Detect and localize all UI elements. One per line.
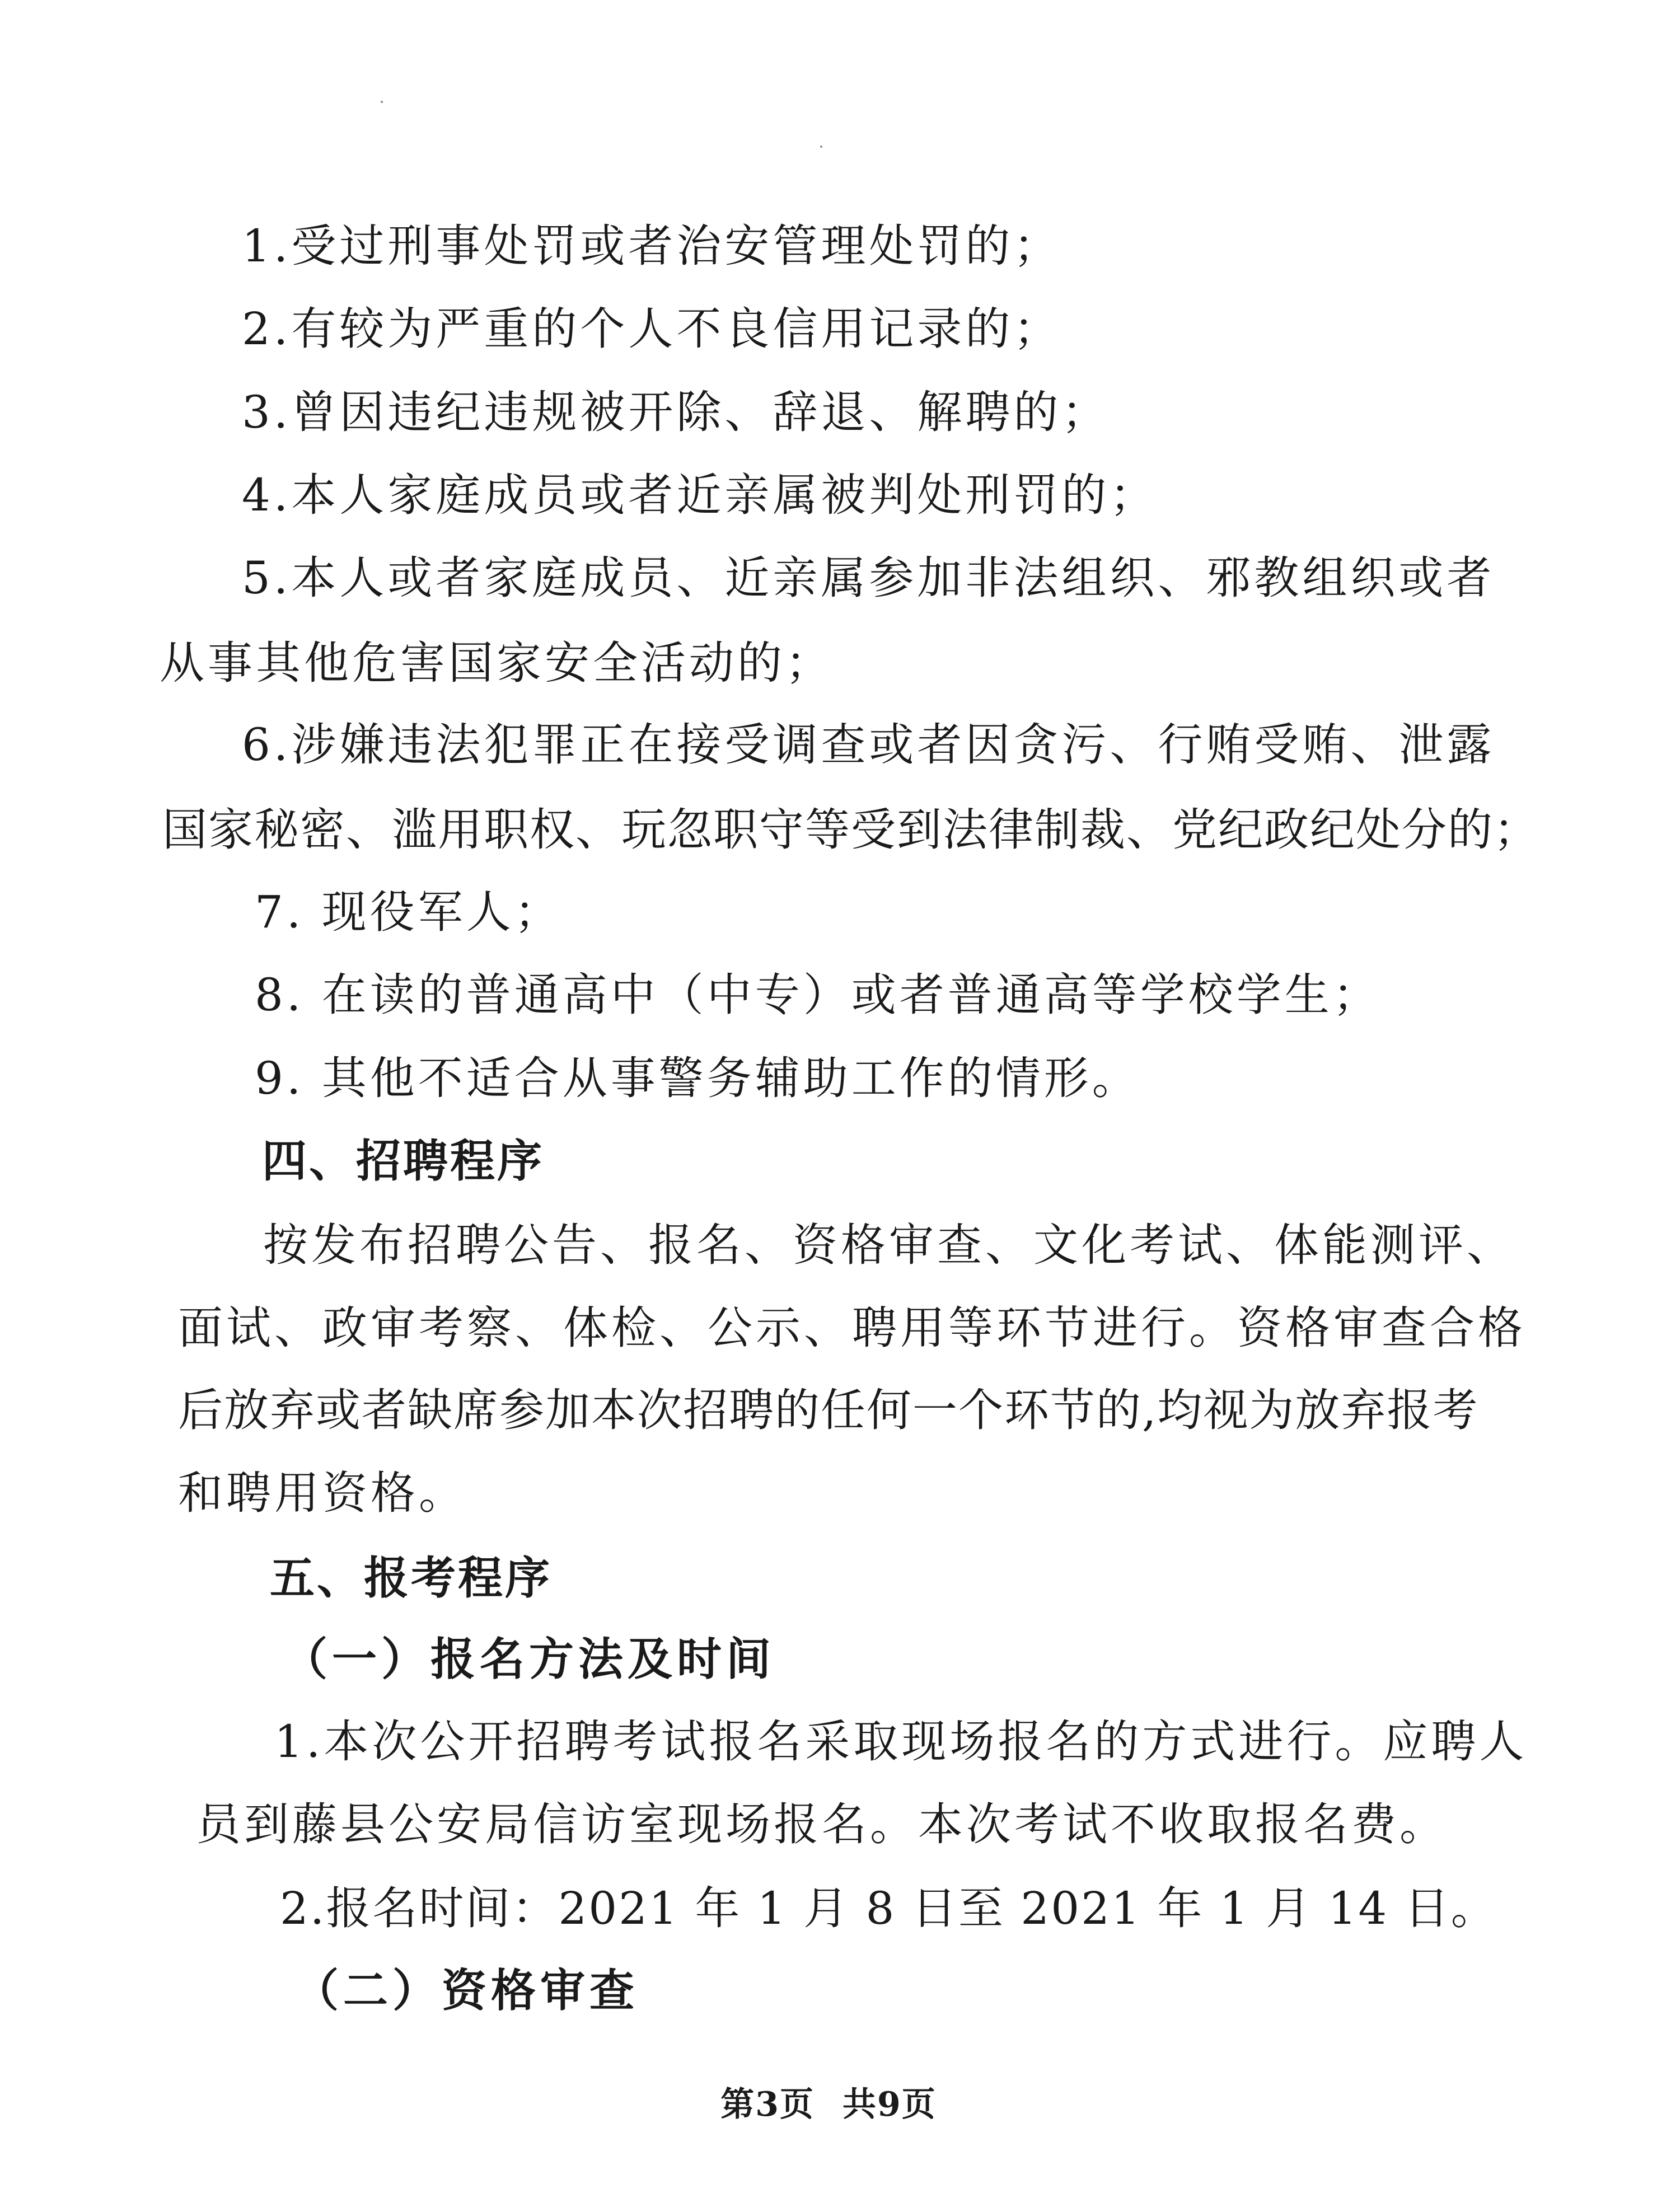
list-item-9: 9. 其他不适合从事警务辅助工作的情形。: [255, 1052, 1140, 1104]
list-item-6-line-1: 6.涉嫌违法犯罪正在接受调查或者因贪污、行贿受贿、泄露: [242, 719, 1495, 771]
section-5-paragraph-2: 2.报名时间：2021 年 1 月 8 日至 2021 年 1 月 14 日。: [280, 1882, 1497, 1934]
scan-speck: [381, 101, 383, 103]
section-4-paragraph-line-2: 面试、政审考察、体检、公示、聘用等环节进行。资格审查合格: [178, 1302, 1526, 1354]
page-total: 共9页: [842, 2085, 937, 2124]
list-item-6-line-2: 国家秘密、滥用职权、玩忽职守等受到法律制裁、党纪政纪处分的；: [162, 804, 1539, 856]
section-5-paragraph-1-line-1: 1.本次公开招聘考试报名采取现场报名的方式进行。应聘人: [274, 1716, 1528, 1768]
section-4-paragraph-line-4: 和聘用资格。: [178, 1467, 467, 1519]
list-item-5-line-2: 从事其他危害国家安全活动的；: [160, 637, 834, 689]
section-4-paragraph-line-3: 后放弃或者缺席参加本次招聘的任何一个环节的,均视为放弃报考: [178, 1384, 1479, 1436]
scan-speck: [820, 146, 822, 148]
list-item-7: 7. 现役军人；: [255, 886, 563, 938]
subsection-heading-1: （一）报名方法及时间: [283, 1633, 775, 1685]
list-item-4: 4.本人家庭成员或者近亲属被判处刑罚的；: [242, 469, 1158, 521]
list-item-5-line-1: 5.本人或者家庭成员、近亲属参加非法组织、邪教组织或者: [242, 552, 1495, 604]
section-5-paragraph-1-line-2: 员到藤县公安局信访室现场报名。本次考试不收取报名费。: [196, 1798, 1448, 1850]
section-4-paragraph-line-1: 按发布招聘公告、报名、资格审查、文化考试、体能测评、: [263, 1219, 1515, 1271]
list-item-2: 2.有较为严重的个人不良信用记录的；: [242, 303, 1062, 355]
section-heading-5: 五、报考程序: [270, 1552, 552, 1604]
list-item-3: 3.曾因违纪违规被开除、辞退、解聘的；: [242, 386, 1110, 438]
list-item-8: 8. 在读的普通高中（中专）或者普通高等学校学生；: [255, 969, 1381, 1021]
page-number: 第3页: [720, 2085, 815, 2124]
subsection-heading-2: （二）资格审查: [294, 1965, 639, 2017]
section-heading-4: 四、招聘程序: [262, 1135, 544, 1187]
list-item-1: 1.受过刑事处罚或者治安管理处罚的；: [242, 220, 1062, 272]
page-footer: [0, 2078, 1657, 2126]
